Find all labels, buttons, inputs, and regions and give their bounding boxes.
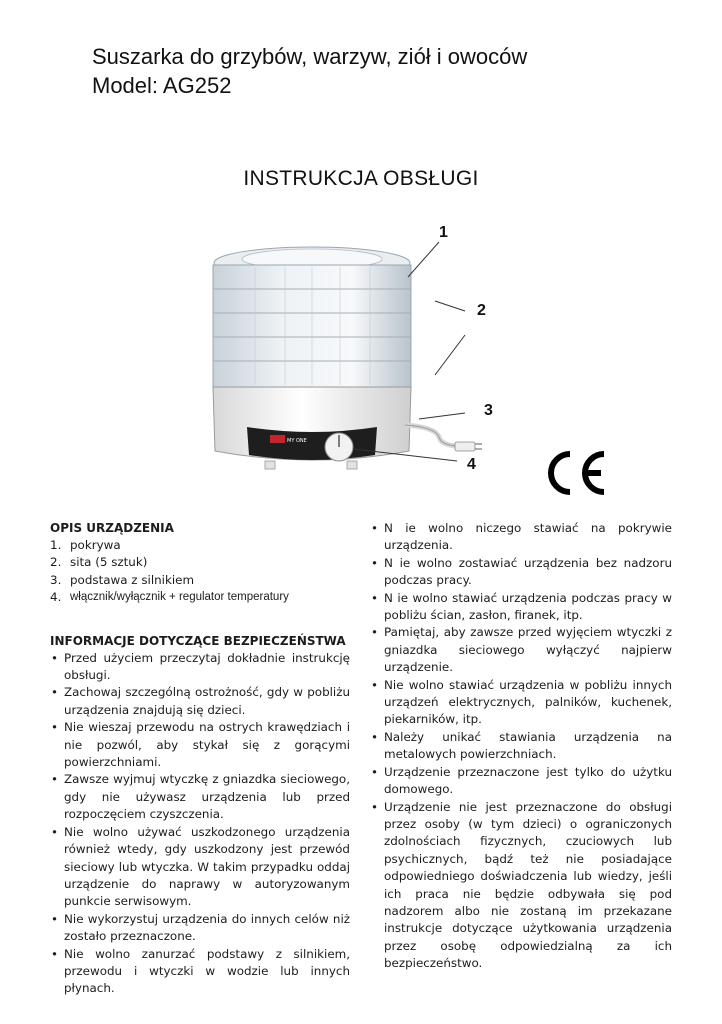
list-item: • Należy unikać stawiania urządzenia na metalowych powierzchniach.: [370, 729, 672, 764]
callout-3: 3: [484, 402, 493, 419]
item-number: 3.: [50, 572, 62, 587]
safety-list-left: [50, 650, 350, 998]
list-item: • Przed użyciem przeczytaj dokładnie instrukcję obsługi.: [50, 650, 350, 685]
item-text: pokrywa: [70, 538, 121, 552]
dehydrator-illustration: [195, 215, 515, 495]
list-item: • N ie wolno niczego stawiać na pokrywie urządzenia.: [370, 520, 672, 555]
safety-heading: INFORMACJE DOTYCZĄCE BEZPIECZEŃSTWA: [50, 633, 346, 648]
list-item: • Urządzenie nie jest przeznaczone do obsługi przez osoby (w tym dzieci) o ograniczonych zdolnościach fizycznych, czuciowych lub psychicznych, bądź też nie posiadające odpowiedniego doświadczenia lub wiedzy, jeśli ich praca nie będzie odbywała się pod nadzorem albo nie zostaną im przekazane instrukcje dotyczące użytkowania urządzenia przez osobę odpowiedzialną za ich bezpieczeństwo.: [370, 799, 672, 973]
right-column: [370, 520, 672, 973]
panel-brand-label: MY ONE: [287, 438, 307, 444]
safety-list-right: [370, 520, 672, 973]
list-item: [50, 554, 350, 571]
list-item: • Urządzenie przeznaczone jest tylko do użytku domowego.: [370, 764, 672, 799]
callout-4: 4: [467, 456, 476, 473]
item-text: włącznik/wyłącznik + regulator temperatury: [70, 591, 289, 604]
item-number: 1.: [50, 538, 62, 552]
header-title-line1: Suszarka do grzybów, warzyw, ziół i owoców: [92, 44, 528, 69]
ce-mark-icon: [541, 448, 609, 498]
list-item: • Nie wolno używać uszkodzonego urządzenia również wtedy, gdy uszkodzony jest przewód sieciowy lub wtyczka. W takim przypadku oddaj urządzenie do naprawy w autoryzowanym punkcie serwisowym.: [50, 824, 350, 911]
list-item: • Nie wykorzystuj urządzenia do innych celów niż zostało przeznaczone.: [50, 911, 350, 946]
item-text: podstawa z silnikiem: [70, 572, 195, 587]
list-item: [50, 537, 350, 554]
callout-2: 2: [477, 302, 486, 319]
item-text: sita (5 sztuk): [70, 555, 148, 570]
list-item: • N ie wolno zostawiać urządzenia bez nadzoru podczas pracy.: [370, 555, 672, 590]
callout-1: 1: [439, 224, 448, 241]
list-item: • Zawsze wyjmuj wtyczkę z gniazdka sieciowego, gdy nie używasz urządzenia lub przed rozpoczęciem czyszczenia.: [50, 771, 350, 823]
header-title: [92, 42, 527, 100]
list-item: [50, 572, 350, 589]
list-item: • Nie wolno zanurzać podstawy z silnikiem, przewodu i wtyczki w wodzie lub innych płynach.: [50, 946, 350, 998]
left-column: [50, 520, 350, 998]
list-item: • Pamiętaj, aby zawsze przed wyjęciem wtyczki z gniazdka sieciowego wyłączyć najpierw urządzenie.: [370, 624, 672, 676]
list-item: • N ie wolno stawiać urządzenia podczas pracy w pobliżu ścian, zasłon, firanek, itp.: [370, 590, 672, 625]
header-title-line2: Model: AG252: [92, 73, 232, 98]
document-title: INSTRUKCJA OBSŁUGI: [243, 167, 479, 190]
item-number: 4.: [50, 590, 62, 605]
list-item: • Nie wolno stawiać urządzenia w pobliżu innych urządzeń elektrycznych, palników, kuchenek, piekarników, itp.: [370, 677, 672, 729]
description-heading: OPIS URZĄDZENIA: [50, 521, 174, 535]
description-list: [50, 537, 350, 607]
item-number: 2.: [50, 555, 62, 570]
list-item: • Nie wieszaj przewodu na ostrych krawędziach i nie pozwól, aby stykał się z gorącymi powierzchniami.: [50, 719, 350, 771]
list-item: [50, 589, 350, 606]
dehydrator-drawing: [195, 215, 515, 495]
list-item: • Zachowaj szczególną ostrożność, gdy w pobliżu urządzenia znajdują się dzieci.: [50, 684, 350, 719]
